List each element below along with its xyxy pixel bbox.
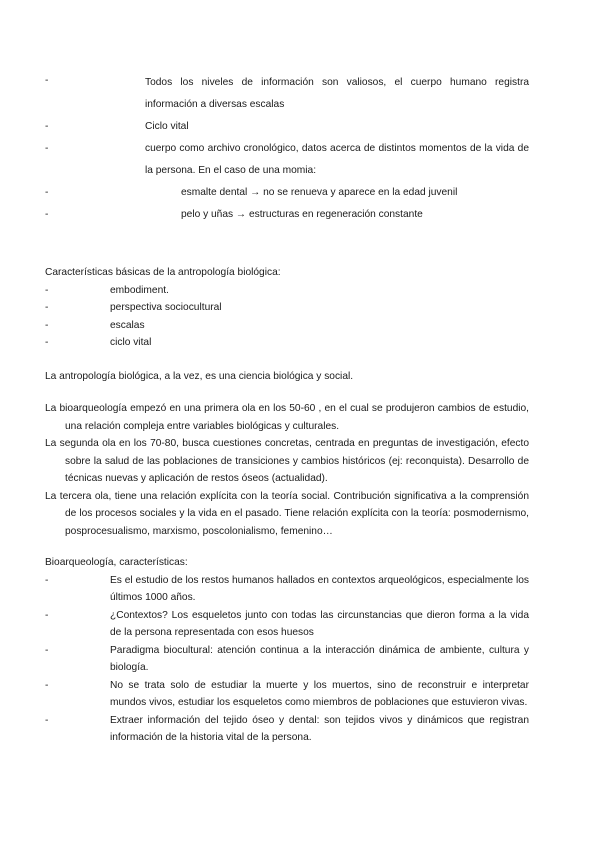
top-list — [45, 72, 529, 226]
list-item — [45, 282, 529, 300]
bioarqueologia-section — [45, 554, 529, 747]
section-title: Características básicas de la antropología biológica: — [45, 267, 281, 278]
bullet-dash: - — [45, 187, 49, 198]
list-item — [45, 116, 529, 138]
bullet-dash: - — [45, 121, 49, 132]
list-item — [45, 334, 529, 352]
bullet-dash: - — [45, 319, 49, 331]
list-item-text: ciclo vital — [110, 337, 152, 348]
wave-paragraph: La segunda ola en los 70-80, busca cuestiones concretas, centrada en preguntas de investigación, efecto sobre la salud de las poblaciones de transiciones y cambios históricos (ej: reconquista). Desarrollo de técnicas nuevas y aplicación de restos óseos (actualidad). — [45, 438, 529, 484]
bullet-dash: - — [45, 75, 49, 86]
list-item — [45, 607, 529, 642]
bullet-dash: - — [45, 574, 49, 586]
bullet-dash: - — [45, 609, 49, 621]
list-item — [45, 299, 529, 317]
wave-paragraph: La tercera ola, tiene una relación explícita con la teoría social. Contribución significativa a la comprensión de los procesos sociales y la vida en el pasado. Tiene relación explícita con la teoría: posmodernismo, posprocesualismo, marxismo, poscolonialismo, femenino… — [45, 490, 529, 537]
bullet-dash: - — [45, 302, 49, 313]
bullet-dash: - — [45, 209, 49, 220]
list-item-text: Ciclo vital — [145, 121, 189, 132]
list-item — [45, 572, 529, 607]
list-item — [45, 677, 529, 712]
list-item — [45, 138, 529, 182]
list-item — [45, 712, 529, 747]
list-item-text: Todos los niveles de información son valiosos, el cuerpo humano registra información a diversas escalas — [145, 77, 529, 110]
list-item-text: esmalte dental → no se renueva y aparece en la edad juvenil — [181, 187, 458, 198]
waves-section — [45, 400, 529, 540]
bullet-dash: - — [45, 644, 49, 656]
list-item — [45, 642, 529, 677]
list-item — [45, 182, 529, 204]
list-item-text: Paradigma biocultural: atención continua a la interacción dinámica de ambiente, cultura y biología. — [110, 644, 529, 673]
statement-paragraph: La antropología biológica, a la vez, es una ciencia biológica y social. — [45, 371, 354, 382]
bullet-dash: - — [45, 679, 49, 691]
bullet-dash: - — [45, 714, 49, 726]
list-item-text: No se trata solo de estudiar la muerte y los muertos, sino de reconstruir e interpretar mundos vivos, estudiar los esqueletos como miembros de poblaciones que estuvieron vivas. — [110, 679, 529, 708]
characteristics-section — [45, 264, 529, 352]
section-title: Bioarqueología, características: — [45, 557, 188, 568]
bullet-dash: - — [45, 143, 49, 154]
list-item — [45, 72, 529, 116]
bullet-dash: - — [45, 337, 49, 348]
list-item-text: escalas — [110, 319, 145, 331]
list-item-text: Extraer información del tejido óseo y dental: son tejidos vivos y dinámicos que registran información de la historia vital de la persona. — [110, 714, 529, 743]
wave-paragraph: La bioarqueología empezó en una primera ola en los 50-60 , en el cual se produjeron cambios de estudio, una relación compleja entre variables biológicas y culturales. — [45, 403, 529, 432]
list-item-text: ¿Contextos? Los esqueletos junto con todas las circunstancias que dieron forma a la vida de la persona representada con esos huesos — [110, 609, 529, 638]
list-item-text: embodiment. — [110, 284, 169, 296]
list-item — [45, 317, 529, 335]
bullet-dash: - — [45, 284, 49, 296]
list-item-text: pelo y uñas → estructuras en regeneración constante — [181, 209, 423, 220]
list-item-text: perspectiva sociocultural — [110, 302, 222, 313]
list-item-text: cuerpo como archivo cronológico, datos acerca de distintos momentos de la vida de la persona. En el caso de una momia: — [145, 143, 529, 176]
list-item-text: Es el estudio de los restos humanos hallados en contextos arqueológicos, especialmente los últimos 1000 años. — [110, 574, 529, 603]
list-item — [45, 204, 529, 226]
